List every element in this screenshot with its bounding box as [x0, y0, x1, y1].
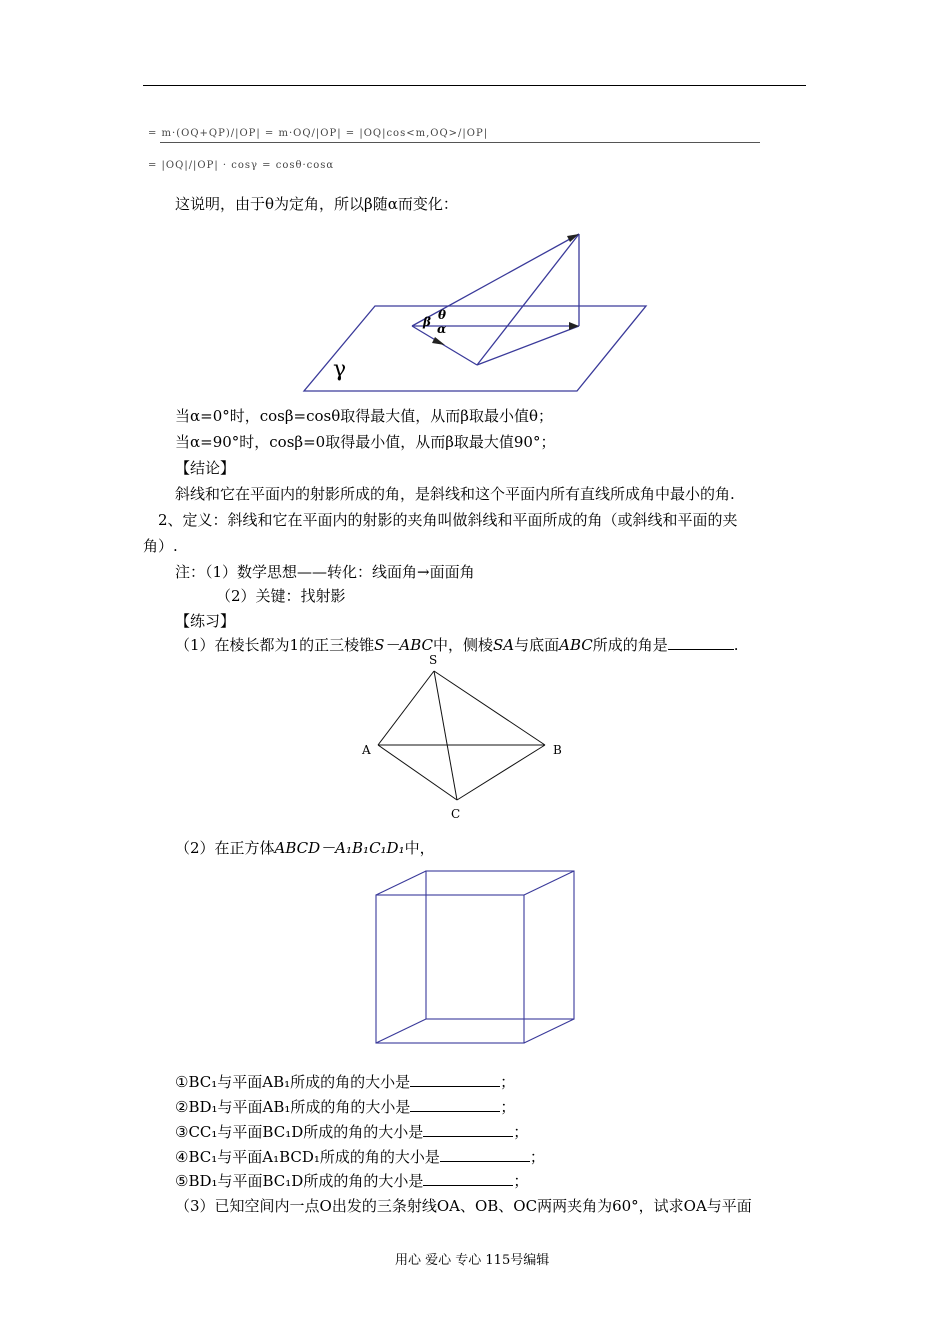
conclusion-text: 斜线和它在平面内的射影所成的角，是斜线和这个平面内所有直线所成角中最小的角. [175, 485, 735, 503]
sub-question-3: ③CC₁与平面BC₁D所成的角的大小是 ； [175, 1123, 529, 1141]
conclusion-heading: 【结论】 [175, 459, 236, 477]
label-alpha: α [437, 322, 447, 336]
label-B: B [553, 743, 562, 757]
formula-fraction-bar [160, 142, 760, 143]
note-1: 注：（1）数学思想——转化：线面角→面面角 [175, 563, 475, 581]
practice-heading: 【练习】 [175, 612, 236, 630]
label-theta: θ [438, 308, 447, 322]
page-footer: 用心 爱心 专心 115号编辑 [395, 1253, 550, 1268]
label-S: S [429, 653, 438, 667]
case-alpha-0: 当α=0°时，cosβ=cosθ取得最大值，从而β取最小值θ； [175, 407, 553, 425]
line-in-plane [412, 326, 477, 365]
answer-blank-2[interactable] [410, 1097, 500, 1112]
definition-line-2: 角）. [143, 537, 178, 555]
arrow-head-projection [569, 322, 579, 330]
sub-question-2: ②BD₁与平面AB₁所成的角的大小是 ； [175, 1098, 516, 1116]
label-C: C [451, 807, 461, 821]
formula-line-2: = |OQ|/|OP| · cosγ = cosθ·cosα [148, 160, 335, 171]
oblique-line [412, 234, 579, 326]
note-2: （2）关键：找射影 [216, 587, 346, 605]
plane-gamma [304, 306, 646, 391]
answer-blank-4[interactable] [440, 1147, 530, 1162]
answer-blank-5[interactable] [423, 1171, 513, 1186]
answer-blank-q1[interactable] [668, 635, 734, 650]
arrow-head-in-plane [432, 337, 445, 345]
sub-question-4: ④BC₁与平面A₁BCD₁所成的角的大小是 ； [175, 1148, 545, 1166]
explain-text: 这说明，由于θ为定角，所以β随α而变化： [175, 195, 458, 213]
label-beta: β [423, 315, 431, 329]
line-to-foot [477, 326, 579, 365]
arrow-head-oblique [567, 234, 579, 242]
answer-blank-1[interactable] [410, 1072, 500, 1087]
question-2: （2）在正方体ABCD－A₁B₁C₁D₁中， [175, 839, 435, 857]
label-A: A [362, 743, 371, 757]
question-1: （1）在棱长都为1的正三棱锥S－ABC中，侧棱SA与底面ABC所成的角是 . [175, 636, 739, 654]
answer-blank-3[interactable] [423, 1122, 513, 1137]
question-3: （3）已知空间内一点O出发的三条射线OA、OB、OC两两夹角为60°，试求OA与平面 [175, 1197, 752, 1215]
header-rule [143, 85, 806, 86]
label-gamma: γ [333, 357, 347, 382]
diagonal-line [477, 234, 579, 365]
definition-line-1: 2、定义：斜线和它在平面内的射影的夹角叫做斜线和平面所成的角（或斜线和平面的夹 [158, 511, 738, 529]
sub-question-1: ①BC₁与平面AB₁所成的角的大小是 ； [175, 1073, 516, 1091]
case-alpha-90: 当α=90°时，cosβ=0取得最小值，从而β取最大值90°； [175, 433, 556, 451]
formula-line-1: = m·(OQ+QP)/|OP| = m·OQ/|OP| = |OQ|cos<m,OQ>/|OP| [148, 128, 489, 139]
sub-question-5: ⑤BD₁与平面BC₁D所成的角的大小是 ； [175, 1172, 529, 1190]
